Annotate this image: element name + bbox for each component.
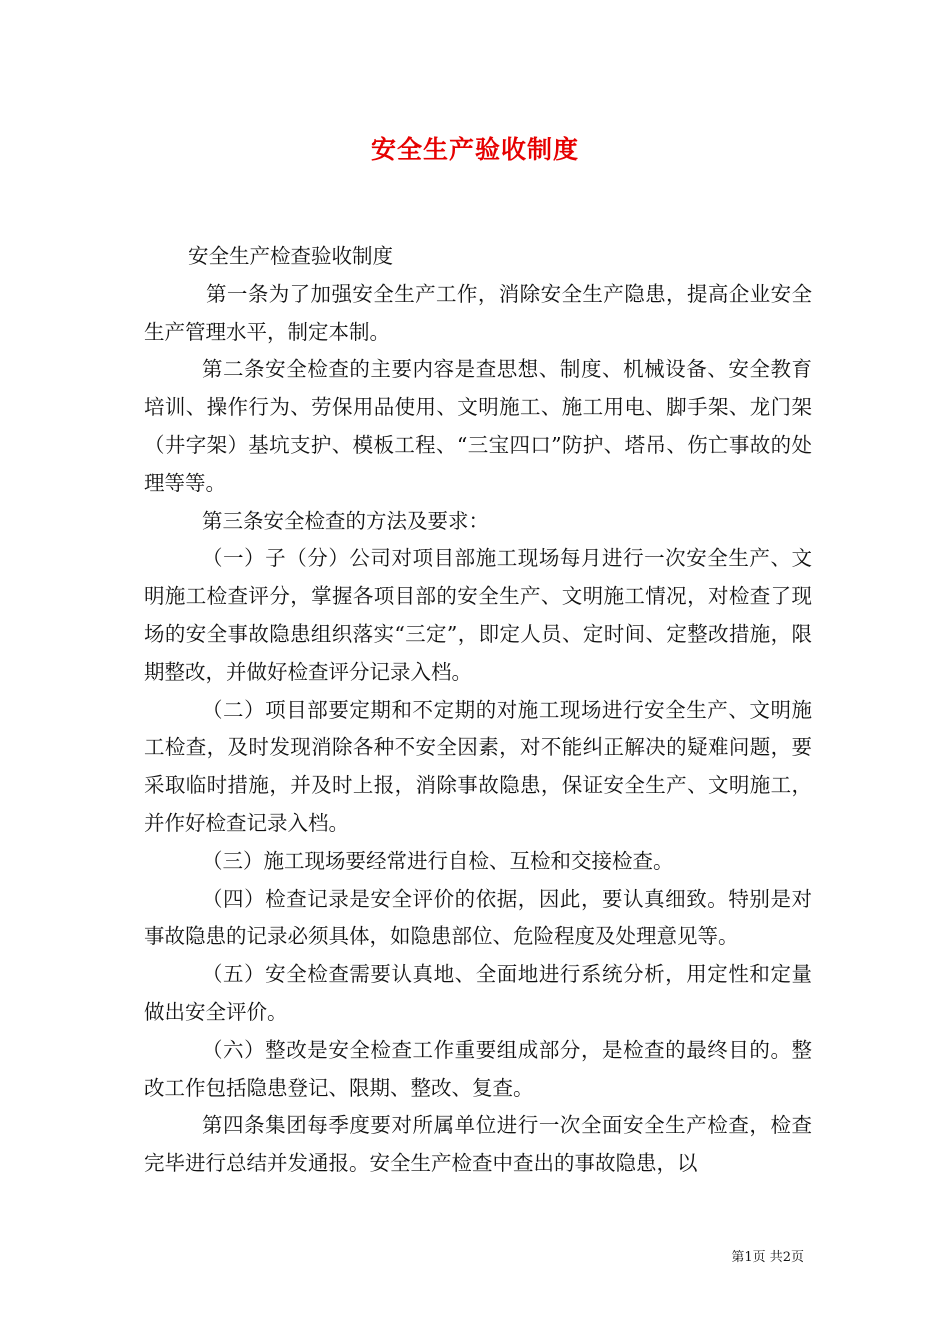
paragraph-item-1: （一）子（分）公司对项目部施工现场每月进行一次安全生产、文明施工检查评分，掌握各项目部的安全生产、文明施工情况，对检查了现场的安全事故隐患组织落实“三定”，即定人员、定时间、定整改措施，限期整改，并做好检查评分记录入档。 [144, 546, 812, 684]
paragraph-article-3: 第三条安全检查的方法及要求： [202, 508, 489, 533]
document-title: 安全生产验收制度 [370, 135, 579, 164]
paragraph-item-5: （五）安全检查需要认真地、全面地进行系统分析，用定性和定量做出安全评价。 [144, 962, 812, 1024]
paragraph-item-4: （四）检查记录是安全评价的依据，因此，要认真细致。特别是对事故隐患的记录必须具体，如隐患部位、危险程度及处理意见等。 [144, 886, 812, 949]
document-body [144, 238, 812, 1183]
paragraph-article-4: 第四条集团每季度要对所属单位进行一次全面安全生产检查，检查完毕进行总结并发通报。安全生产检查中查出的事故隐患，以 [144, 1113, 812, 1176]
document-subtitle: 安全生产检查验收制度 [188, 244, 393, 268]
paragraph-article-2: 第二条安全检查的主要内容是查思想、制度、机械设备、安全教育培训、操作行为、劳保用品使用、文明施工、施工用电、脚手架、龙门架（井字架）基坑支护、模板工程、“三宝四口”防护、塔吊、伤亡事故的处理等等。 [144, 357, 812, 495]
paragraph-article-1: 第一条为了加强安全生产工作，消除安全生产隐患，提高企业安全生产管理水平，制定本制。 [144, 281, 812, 344]
page-number: 第1页 共2页 [731, 1250, 804, 1265]
paragraph-item-2: （二）项目部要定期和不定期的对施工现场进行安全生产、文明施工检查，及时发现消除各种不安全因素，对不能纠正解决的疑难问题，要采取临时措施，并及时上报，消除事故隐患，保证安全生产、文明施工，并作好检查记录入档。 [144, 697, 812, 835]
paragraph-item-6: （六）整改是安全检查工作重要组成部分，是检查的最终目的。整改工作包括隐患登记、限期、整改、复查。 [144, 1037, 812, 1100]
paragraph-item-3: （三）施工现场要经常进行自检、互检和交接检查。 [202, 848, 674, 873]
